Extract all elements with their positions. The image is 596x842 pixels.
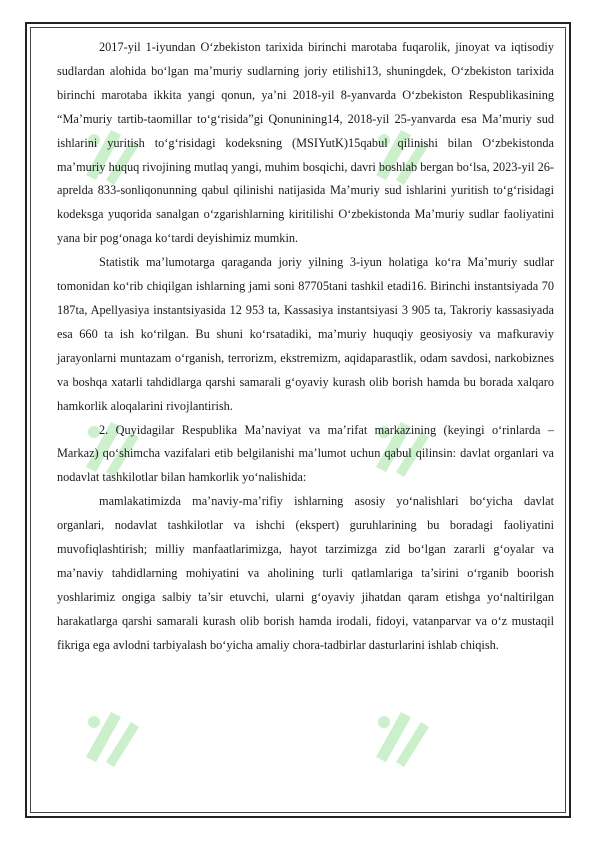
paragraph: mamlakatimizda ma’naviy-ma’rifiy ishlarning asosiy yo‘nalishlari bo‘yicha davlat organlari, nodavlat tashkilotlar va ishchi (ekspert) guruhlarining bu boradagi faoliyatini muvofiqlashtirish; milliy manfaatlarimizga, hayot tarzimizga zid bo‘lgan zararli g‘oyalar va ma’naviy tahdidlarning mohiyatini va aholining turli qatlamlariga ta’sirini o‘rganib boorish yoshlarimiz ongiga salbiy ta’sir etuvchi, ularni g‘oyaviy jihatdan qaram etishga yo‘naltirilgan harakatlarga qarshi samarali kurash olib borish hamda irodali, fidoyi, vatanparvar va o‘z mustaqil fikriga ega avlodni tarbiyalash bo‘yicha amaliy chora-tadbirlar dasturlarini ishlab chiqish. [57,494,554,652]
document-body [57,36,554,658]
paragraph: 2. Quyidagilar Respublika Ma’naviyat va ma’rifat markazining (keyingi o‘rinlarda – Markaz) qo‘shimcha vazifalari etib belgilanishi ma’lumot uchun qabul qilinsin: davlat organlari va nodavlat tashkilotlar bilan hamkorlik yo‘nalishida: [57,422,554,485]
paragraph: Statistik ma’lumotarga qaraganda joriy yilning 3-iyun holatiga ko‘ra Ma’muriy sudlar tomonidan ko‘rib chiqilgan ishlarning jami soni 87705tani tashkil etadi16. Birinchi instantsiyada 70 187ta, Apellyasiya instantsiyasida 12 953 ta, Kassasiya instantsiyasi 3 905 ta, Takroriy kassasiyada esa 660 ta ish ko‘rilgan. Bu shuni ko‘rsatadiki, ma’muriy huquqiy geosiyosiy va mafkuraviy jarayonlarni muntazam o‘rganish, terrorizm, ekstremizm, aqidaparastlik, odam savdosi, narkobiznes va boshqa xatarli tahdidlarga qarshi samarali g‘oyaviy kurash olib borish hamda bu borada xalqaro hamkorlik aloqalarini rivojlantirish. [57,255,554,413]
paragraph: 2017-yil 1-iyundan O‘zbekiston tarixida birinchi marotaba fuqarolik, jinoyat va iqtisodiy sudlardan alohida bo‘lgan ma’muriy sudlarning joriy etilishi13, shuningdek, O‘zbekiston tarixida birinchi marotaba ikkita yangi qonun, ya’ni 2018-yil 8-yanvarda O‘zbekiston Respublikasining “Ma’muriy tartib-taomillar to‘g‘risida”gi Qonunining14, 2018-yil 25-yanvarda esa Ma’muriy sud ishlarini yuritish to‘g‘risidagi kodeksning (MSIYutK)15qabul qilinishi bilan O‘zbekistonda ma’muriy huquq rivojining mutlaq yangi, muhim bosqichi, davri boshlab bergan bo‘lsa, 2023-yil 26-aprelda 833-sonliqonunning qabul qilinishi natijasida Ma’muriy sud ishlarini yuritish to‘g‘risidagi kodeksga yuqorida sanalgan o‘zgarishlarning kiritilishi O‘zbekistonda Ma’muriy sudlar faoliyatini yana bir pog‘onaga ko‘tardi deyishimiz mumkin. [57,40,554,246]
